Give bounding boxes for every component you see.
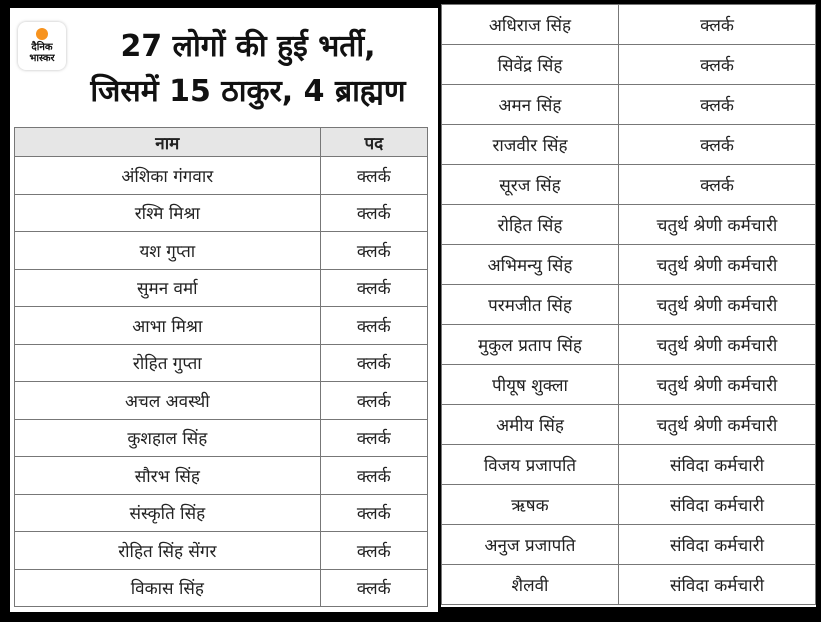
name-cell: रश्मि मिश्रा	[15, 194, 321, 232]
dainik-bhaskar-logo	[18, 22, 66, 70]
post-cell: चतुर्थ श्रेणी कर्मचारी	[619, 405, 816, 445]
post-cell: क्लर्क	[320, 194, 427, 232]
name-cell: सूरज सिंह	[442, 165, 619, 205]
post-cell: चतुर्थ श्रेणी कर्मचारी	[619, 205, 816, 245]
name-cell: परमजीत सिंह	[442, 285, 619, 325]
recruits-table-left	[14, 127, 428, 607]
logo-text-line1: दैनिक	[31, 42, 53, 53]
header-post: पद	[320, 128, 427, 157]
post-cell: क्लर्क	[320, 382, 427, 420]
post-cell: क्लर्क	[619, 125, 816, 165]
right-panel	[441, 4, 816, 607]
table-row	[442, 5, 816, 45]
post-cell: संविदा कर्मचारी	[619, 485, 816, 525]
name-cell: अमन सिंह	[442, 85, 619, 125]
post-cell: क्लर्क	[320, 569, 427, 607]
table-row	[15, 494, 428, 532]
name-cell: रोहित सिंह	[442, 205, 619, 245]
name-cell: पीयूष शुक्ला	[442, 365, 619, 405]
table-row	[442, 285, 816, 325]
name-cell: विकास सिंह	[15, 569, 321, 607]
post-cell: क्लर्क	[619, 85, 816, 125]
post-cell: क्लर्क	[320, 457, 427, 495]
logo-text-line2: भास्कर	[29, 53, 55, 64]
name-cell: मुकुल प्रताप सिंह	[442, 325, 619, 365]
headline-line1: 27 लोगों की हुई भर्ती,	[120, 29, 376, 64]
post-cell: क्लर्क	[619, 165, 816, 205]
post-cell: चतुर्थ श्रेणी कर्मचारी	[619, 365, 816, 405]
table-row	[442, 405, 816, 445]
table-row	[15, 344, 428, 382]
post-cell: क्लर्क	[320, 344, 427, 382]
table-row	[442, 485, 816, 525]
table-row	[15, 382, 428, 420]
table-row	[15, 307, 428, 345]
name-cell: कुशहाल सिंह	[15, 419, 321, 457]
table-row	[15, 194, 428, 232]
table-row	[442, 445, 816, 485]
post-cell: क्लर्क	[320, 532, 427, 570]
post-cell: क्लर्क	[320, 157, 427, 195]
table-row	[15, 419, 428, 457]
name-cell: रोहित गुप्ता	[15, 344, 321, 382]
post-cell: चतुर्थ श्रेणी कर्मचारी	[619, 245, 816, 285]
post-cell: क्लर्क	[619, 5, 816, 45]
post-cell: संविदा कर्मचारी	[619, 525, 816, 565]
name-cell: अंशिका गंगवार	[15, 157, 321, 195]
name-cell: संस्कृति सिंह	[15, 494, 321, 532]
table-row	[15, 157, 428, 195]
name-cell: अचल अवस्थी	[15, 382, 321, 420]
table-row	[442, 165, 816, 205]
post-cell: संविदा कर्मचारी	[619, 445, 816, 485]
table-row	[442, 245, 816, 285]
recruits-table-right	[441, 4, 816, 605]
post-cell: क्लर्क	[320, 419, 427, 457]
name-cell: सिवेंद्र सिंह	[442, 45, 619, 85]
left-panel	[10, 8, 438, 612]
table-row	[442, 85, 816, 125]
table-row	[15, 269, 428, 307]
name-cell: सौरभ सिंह	[15, 457, 321, 495]
name-cell: अनुज प्रजापति	[442, 525, 619, 565]
name-cell: विजय प्रजापति	[442, 445, 619, 485]
name-cell: यश गुप्ता	[15, 232, 321, 270]
name-cell: अभिमन्यु सिंह	[442, 245, 619, 285]
post-cell: क्लर्क	[320, 494, 427, 532]
header-name: नाम	[15, 128, 321, 157]
table-row	[15, 532, 428, 570]
sun-icon	[36, 28, 48, 40]
post-cell: क्लर्क	[320, 232, 427, 270]
post-cell: संविदा कर्मचारी	[619, 565, 816, 605]
post-cell: क्लर्क	[320, 307, 427, 345]
name-cell: राजवीर सिंह	[442, 125, 619, 165]
table-row	[15, 232, 428, 270]
post-cell: क्लर्क	[320, 269, 427, 307]
table-row	[442, 45, 816, 85]
table-row	[442, 325, 816, 365]
name-cell: अमीय सिंह	[442, 405, 619, 445]
table-row	[15, 457, 428, 495]
table-header	[15, 128, 428, 157]
table-row	[442, 205, 816, 245]
post-cell: चतुर्थ श्रेणी कर्मचारी	[619, 325, 816, 365]
name-cell: सुमन वर्मा	[15, 269, 321, 307]
post-cell: चतुर्थ श्रेणी कर्मचारी	[619, 285, 816, 325]
table-row	[442, 125, 816, 165]
name-cell: ऋषक	[442, 485, 619, 525]
headline	[68, 24, 428, 114]
headline-line2: जिसमें 15 ठाकुर, 4 ब्राह्मण	[90, 74, 406, 109]
name-cell: अधिराज सिंह	[442, 5, 619, 45]
name-cell: आभा मिश्रा	[15, 307, 321, 345]
name-cell: रोहित सिंह सेंगर	[15, 532, 321, 570]
post-cell: क्लर्क	[619, 45, 816, 85]
name-cell: शैलवी	[442, 565, 619, 605]
table-row	[442, 365, 816, 405]
table-row	[442, 565, 816, 605]
table-row	[15, 569, 428, 607]
table-row	[442, 525, 816, 565]
